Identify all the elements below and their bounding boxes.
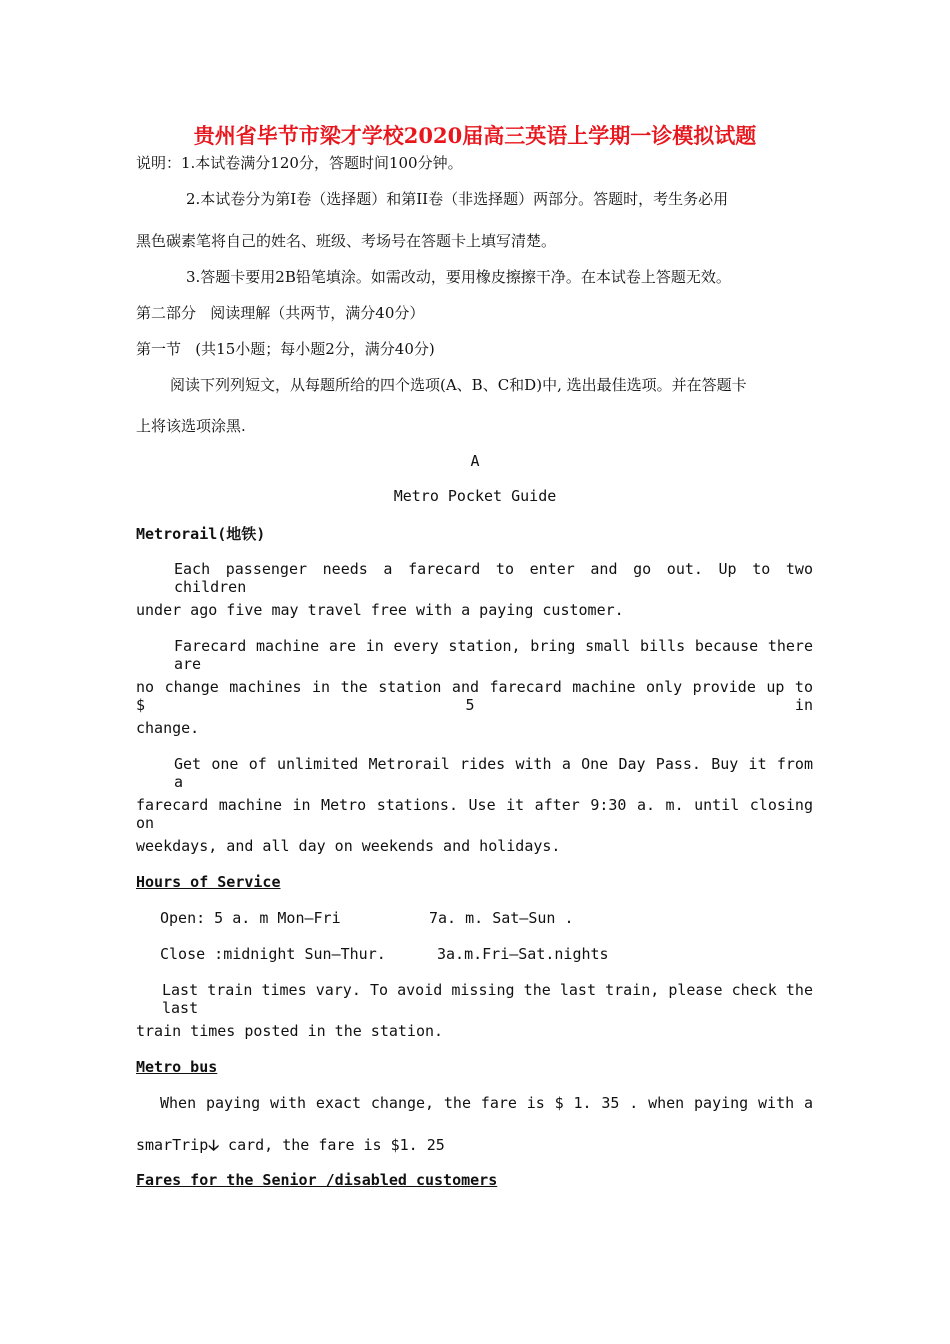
instruction-line-1: 说明：1.本试卷满分120分，答题时间100分钟。 (136, 154, 463, 172)
bus-fare-line-a: When paying with exact change, the fare is $ 1. 35 . when paying with a (160, 1094, 813, 1112)
senior-fares-heading: Fares for the Senior /disabled customers (136, 1171, 498, 1189)
smartrip-text: smarTrip (136, 1136, 209, 1154)
open-hours-weekend: 7a. m. Sat—Sun . (429, 909, 574, 927)
document-title: 贵州省毕节市梁才学校2020届高三英语上学期一诊模拟试题 (193, 123, 757, 148)
close-hours-weekend: 3a.m.Fri—Sat.nights (437, 945, 609, 963)
last-train-line-a: Last train times vary. To avoid missing the last train, please check the last (162, 981, 813, 1017)
open-hours-weekday: Open: 5 a. m Mon—Fri (160, 909, 341, 927)
passage-letter: A (470, 452, 480, 470)
paragraph-1-line-b: under ago five may travel free with a paying customer. (136, 601, 624, 619)
paragraph-2-line-a: Farecard machine are in every station, bring small bills because there are (174, 637, 813, 673)
instruction-line-3: 3.答题卡要用2B铅笔填涂。如需改动，要用橡皮擦擦干净。在本试卷上答题无效。 (186, 268, 731, 286)
instruction-line-2b: 黑色碳素笔将自己的姓名、班级、考场号在答题卡上填写清楚。 (136, 232, 557, 250)
bus-fare-rest: card, the fare is $1. 25 (219, 1136, 445, 1154)
paragraph-2-line-c: change. (136, 719, 200, 737)
last-train-line-b: train times posted in the station. (136, 1022, 444, 1040)
directions-line-b: 上将该选项涂黑. (136, 417, 246, 435)
section-one-heading: 第一节 (共15小题；每小题2分，满分40分) (136, 340, 435, 358)
paragraph-3-line-a: Get one of unlimited Metrorail rides with a One Day Pass. Buy it from a (174, 755, 813, 791)
down-arrow-icon: 🡣 (208, 1136, 220, 1154)
directions-line-a: 阅读下列列短文，从每题所给的四个选项(A、B、C和D)中, 选出最佳选项。并在答题卡 (170, 376, 747, 394)
instruction-line-2a: 2.本试卷分为第I卷（选择题）和第II卷（非选择题）两部分。答题时，考生务必用 (186, 190, 729, 208)
hours-of-service-heading: Hours of Service (136, 873, 281, 891)
paragraph-3-line-c: weekdays, and all day on weekends and holidays. (136, 837, 561, 855)
close-hours-weekday: Close :midnight Sun—Thur. (160, 945, 386, 963)
part-two-heading: 第二部分 阅读理解（共两节，满分40分） (136, 304, 425, 322)
paragraph-2-line-b: no change machines in the station and farecard machine only provide up to $ 5 in (136, 678, 813, 714)
bus-fare-line-b (136, 1135, 445, 1160)
passage-heading: Metro Pocket Guide (393, 487, 557, 505)
metro-bus-heading: Metro bus (136, 1058, 218, 1076)
paragraph-1-line-a: Each passenger needs a farecard to enter and go out. Up to two children (174, 560, 813, 596)
paragraph-3-line-b: farecard machine in Metro stations. Use it after 9:30 a. m. until closing on (136, 796, 813, 832)
metrorail-heading: Metrorail(地铁) (136, 525, 266, 543)
